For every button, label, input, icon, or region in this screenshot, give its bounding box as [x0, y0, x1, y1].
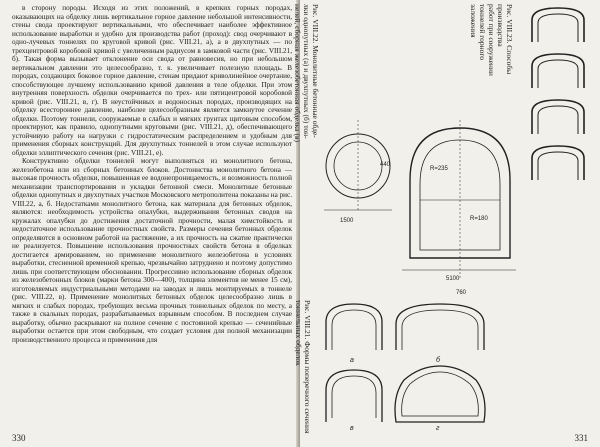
caption-fig-viii-21: Рис. VIII.21. Формы поперечного сечения тоннельных обделок [294, 300, 312, 434]
left-body-text [12, 4, 292, 344]
page-number-left: 330 [12, 433, 26, 443]
page-number-right: 331 [574, 433, 588, 443]
dimension-label: 5100 [446, 276, 460, 282]
left-paragraph: в сторону породы. Исходя из этих положений, в крепких горных породах, оказывающих на обделку лишь вертикальное горное давление небольшой интенсивности, стены свода проектируют вертикальными, что обеспечивает наиболее эффективное использование выработки и удобно для производства работ (проход): свод очерчивают в одно-лучевых тоннелях по круговой кривой (рис. VIII.21, а), а в двухпутных — по трехцентровой коробовой кривой с увеличенным радиусом в замковой части (рис. VIII.21, б). Такая форма вызывает отклонение оси свода от равновесия, но при небольшом вертикальном давлении это целесообразно, т. к. увеличивает полезную площадь. В породах, создающих боковое горное давление, стенам придают криволинейное очертание, способствующее лучшему использованию кривой давления в теле обделки. При этом внутренняя поверхность обделки очерчивается по трех- или пятицентровой коробовой кривой (рис. VIII.21, в, г). В неустойчивых и водоносных породах, производящих на обделку всестороннее давление, наиболее целесообразным является замкнутое сечение обделки. Поэтому тоннели, сооружаемые в слабых и мягких грунтах щитовым способом, проектируют, как правило, однопутными круговыми (рис. VIII.21, д), обеспечивающего устойчивую работу на нагрузки с гидростатическим распределением и удобным для применения сборных конструкций. Для двухпутных тоннелей в этом случае используют обделки эллиптического сечения (рис. VIII.21, е). [12, 4, 292, 157]
left-paragraph: Конструктивно обделки тоннелей могут выполняться из монолитного бетона, железобетона или из сборных бетонных блоков. Достоинства монолитного бетона — высокая прочность обделки, повышенная ее водонепроницаемость, и возможность полной механизации транспортирования и укладки бетонной смеси. Монолитные бетонные обделки однопутных и двухпутных участков Московского метрополитена показаны на рис. VIII.22, а, б. Недостатками монолитного бетона, как материала для бетонных обделок, являются: необходимость устройства опалубки, выдерживания бетонных сводов на кружалах опалубки до достижения достаточной прочности, малая химстойкость и недостаточное использование прочностных свойств. Размеры сечения бетонных обделок определяются в основном работой на растяжение, а их прочность на сжатие практически не реализуется. Повышение использования прочностных свойств бетона в обделках достигается армированием, но применение монолитного железобетона в условиях выработки, стесненной временной крепью, чрезвычайно затруднено и поэтому допустимо лишь при соответствующем обосновании. Прогрессивно использование сборных обделок из железобетонных блоков (марки бетона 300—400), толщина элементов не менее 15 см), изготовляемых индустриальными методами на заводах и лишь монтируемых в тоннеле (рис. VIII.22, в). Применение монолитных бетонных обделок целесообразно лишь в мягких и слабых породах, требующих весьма прочных тоннельных обделок по месту, а также в скальных породах, разрабатываемых взрывным способом. В последнем случае выработку, обычно раскрывают на полное сечение с постоянной крепью — сеченийные выработки остается при этом свободным, что создает условия для полной механизации производственного процесса и применения для [12, 157, 292, 344]
right-page [293, 0, 600, 447]
dimension-label: 440 [380, 162, 391, 168]
figure-label: б [436, 357, 440, 364]
figure-viii-22 [320, 110, 520, 300]
figure-label: г [436, 425, 440, 432]
dimension-label: 760 [456, 290, 467, 296]
dimension-label: R=180 [470, 216, 488, 222]
caption-fig-viii-23: Рис. VIII.23. Способы производства работ при сооружении тоннелей горного заложения [469, 4, 514, 76]
caption-fig-viii-22: Рис. VIII.22. Монолитные бетонные обде- лки однопутных (а) и двухпутных (б) тон- нелей, сборная железобетонная обделка (в) [293, 4, 320, 143]
figure-label: а [350, 357, 354, 364]
dimension-label: 1500 [340, 218, 354, 224]
figure-viii-21 [320, 300, 520, 430]
dimension-label: R=235 [430, 166, 448, 172]
figure-viii-23 [520, 4, 596, 194]
figure-label: в [350, 425, 354, 432]
